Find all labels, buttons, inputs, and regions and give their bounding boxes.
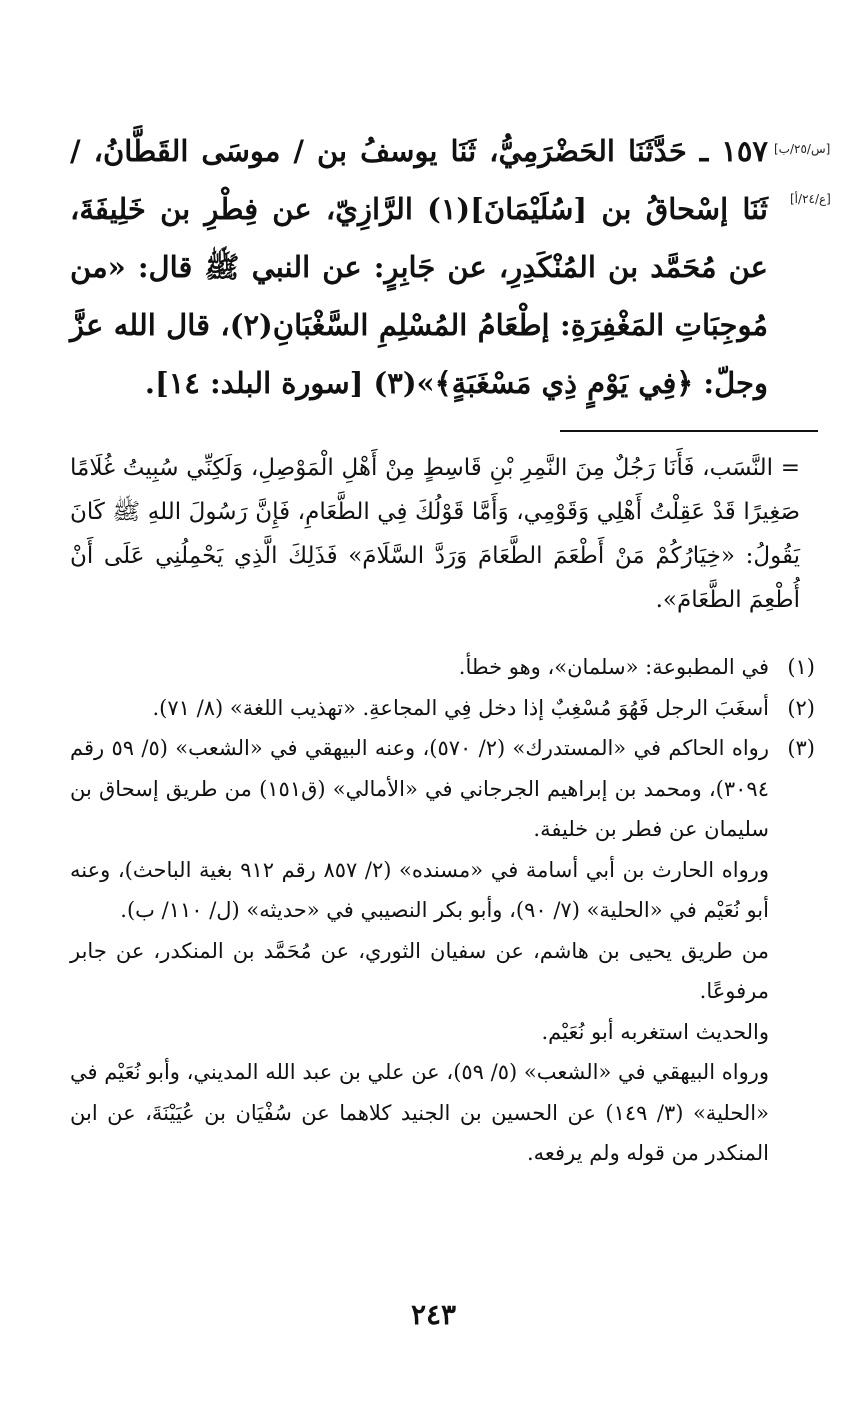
- footnote-number: (٣): [787, 736, 815, 760]
- footnote-number: (٢): [787, 695, 815, 720]
- footnote-paragraph: في المطبوعة: «سلمان»، وهو خطأ.: [458, 655, 769, 679]
- footnote-paragraph: ورواه البيهقي في «الشعب» (٥/ ٥٩)، عن علي بن عبد الله المديني، وأبو نُعَيْم في «الحلية» (٣/ ١٤٩) عن الحسين بن الجنيد كلاهما عن سُفْيَان بن عُيَيْنَةَ، عن ابن المنكدر من قوله ولم يرفعه.: [70, 1060, 769, 1165]
- footnote-paragraph: ورواه الحارث بن أبي أسامة في «مسنده» (٢/ ٨٥٧ رقم ٩١٢ بغية الباحث)، وعنه أبو نُعَيْم في «الحلية» (٧/ ٩٠)، وأبو بكر النصيبي في «حديثه» (ل/ ١١٠/ ب).: [70, 857, 769, 922]
- hadith-text: ١٥٧ ـ حَدَّثَنَا الحَضْرَمِيُّ، ثَنَا يوسفُ بن / موسَى القَطَّانُ، / ثَنَا إسْحاقُ بن [سُلَيْمَانَ](١) الرَّازِيّ، عن فِطْرِ بن خَلِيفَةَ، عن مُحَمَّد بن المُنْكَدِرِ، عن جَابِرٍ: عن النبي ﷺ قال: «من مُوجِبَاتِ المَغْفِرَةِ: إطْعَامُ المُسْلِمِ السَّغْبَانِ(٢)، قال الله عزَّ وجلّ: ﴿فِي يَوْمٍ ذِي مَسْغَبَةٍ﴾»(٣) [سورة البلد: ١٤].: [70, 134, 768, 400]
- hadith-body: [70, 122, 768, 412]
- footnote-paragraph: أسغَبَ الرجل فَهُوَ مُسْغِبٌ إذا دخل فِي المجاعةِ. «تهذيب اللغة» (٨/ ٧١).: [152, 695, 769, 720]
- footnote-paragraph: من طريق يحيى بن هاشم، عن سفيان الثوري، عن مُحَمَّد بن المنكدر، عن جابر مرفوعًا.: [70, 938, 769, 1003]
- page-number: ٢٤٣: [410, 1298, 457, 1331]
- footnote-paragraph: والحديث استغربه أبو نُعَيْم.: [541, 1019, 769, 1044]
- footnote-3: [70, 728, 815, 1174]
- footnote-2: [70, 688, 815, 729]
- continuation-text: = النَّسَب، فَأَنَا رَجُلٌ مِنَ النَّمِرِ بْنِ قَاسِطٍ مِنْ أَهْلِ الْمَوْصِلِ، وَلَكِنِّي سُبِيتُ غُلَامًا صَغِيرًا قَدْ عَقِلْتُ أَهْلِي وَقَوْمِي، وَأَمَّا قَوْلُكَ فِي الطَّعَامِ، فَإِنَّ رَسُولَ اللهِ ﷺ كَانَ يَقُولُ: «خِيَارُكُمْ مَنْ أَطْعَمَ الطَّعَامَ وَرَدَّ السَّلَامَ» فَذَلِكَ الَّذِي يَحْمِلُنِي عَلَى أَنْ أُطْعِمَ الطَّعَامَ».: [70, 455, 800, 613]
- manuscript-margin-note-a: [ع/٢٤/أ]: [790, 192, 831, 206]
- footnote-paragraph: رواه الحاكم في «المستدرك» (٢/ ٥٧٠)، وعنه البيهقي في «الشعب» (٥/ ٥٩ رقم ٣٠٩٤)، ومحمد بن إبراهيم الجرجاني في «الأمالي» (ق١٥١) من طريق إسحاق بن سليمان عن فطر بن خليفة.: [70, 736, 769, 841]
- footnotes-section: [70, 647, 815, 1174]
- footnote-divider: [560, 430, 818, 432]
- manuscript-margin-note-s: [س/٢٥/ب]: [774, 142, 831, 156]
- footnote-1: [70, 647, 815, 688]
- footnote-number: (١): [787, 655, 815, 679]
- footnote-continuation: [70, 446, 800, 622]
